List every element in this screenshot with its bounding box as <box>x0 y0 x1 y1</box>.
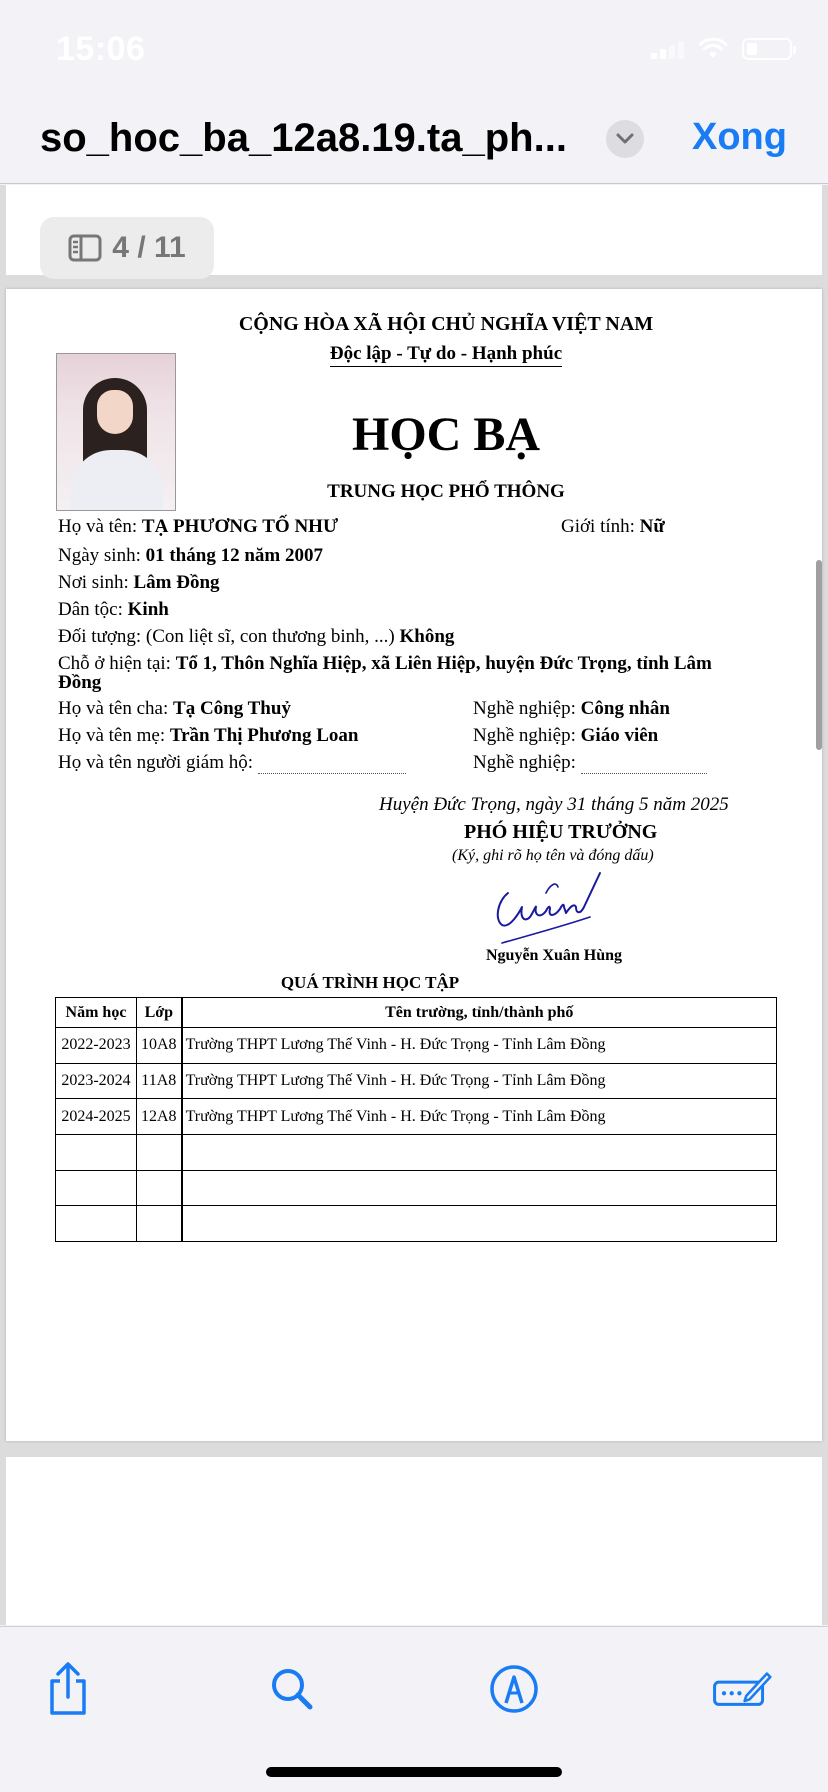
father-job-row <box>473 698 670 720</box>
gender-row <box>561 516 665 538</box>
gender-value: Nữ <box>639 516 665 537</box>
mother-job-value: Giáo viên <box>580 725 659 746</box>
table-row <box>56 1135 777 1171</box>
cell-class <box>137 1135 182 1171</box>
cell-year <box>56 1135 137 1171</box>
header-class: Lớp <box>137 998 182 1028</box>
guardian-label: Họ và tên người giám hộ: <box>58 752 258 773</box>
document-page <box>6 289 822 1441</box>
signer-name: Nguyễn Xuân Hùng <box>486 947 623 964</box>
table-row <box>56 1170 777 1206</box>
category-label: Đối tượng: (Con liệt sĩ, con thương binh, ...) <box>58 626 400 647</box>
address-label: Chỗ ở hiện tại: <box>58 653 176 674</box>
annotate-button[interactable] <box>712 1659 772 1719</box>
ethnicity-value: Kinh <box>127 599 169 620</box>
signature-date: Huyện Đức Trọng, ngày 31 tháng 5 năm 2025 <box>379 794 729 815</box>
document-title-heading: HỌC BẠ <box>351 408 540 461</box>
address-value-line1: Tổ 1, Thôn Nghĩa Hiệp, xã Liên Hiệp, huyện Đức Trọng, tỉnh Lâm <box>175 653 712 674</box>
mother-job-row <box>473 725 658 747</box>
scroll-indicator[interactable] <box>816 560 822 750</box>
address-value-line2: Đồng <box>58 672 102 693</box>
history-title: QUÁ TRÌNH HỌC TẬP <box>280 973 460 992</box>
guardian-job-row <box>473 752 707 774</box>
father-label: Họ và tên cha: <box>58 698 174 719</box>
share-button[interactable] <box>38 1659 98 1719</box>
name-label: Họ và tên: <box>58 516 142 537</box>
share-icon <box>44 1661 92 1717</box>
country-header: CỘNG HÒA XÃ HỘI CHỦ NGHĨA VIỆT NAM <box>238 313 654 335</box>
sidebar-icon <box>68 234 102 262</box>
category-row <box>58 626 454 648</box>
status-icons <box>651 38 792 60</box>
bottom-toolbar <box>0 1626 828 1792</box>
page-indicator[interactable] <box>40 217 214 279</box>
title-menu-button[interactable] <box>606 120 644 158</box>
signature-role: PHÓ HIỆU TRƯỞNG <box>464 821 658 843</box>
status-time: 15:06 <box>56 30 146 68</box>
signature-note: (Ký, ghi rõ họ tên và đóng dấu) <box>452 847 654 864</box>
markup-icon <box>488 1663 540 1715</box>
cell-school <box>182 1206 777 1242</box>
markup-button[interactable] <box>484 1659 544 1719</box>
cell-class: 11A8 <box>137 1063 182 1099</box>
header-school-year: Năm học <box>56 998 137 1028</box>
table-row <box>56 1206 777 1242</box>
battery-icon <box>742 38 792 60</box>
dob-row <box>58 545 323 567</box>
birthplace-label: Nơi sinh: <box>58 572 134 593</box>
father-value: Tạ Công Thuỷ <box>173 698 291 719</box>
cell-school <box>182 1135 777 1171</box>
status-bar <box>0 0 828 100</box>
mother-job-label: Nghề nghiệp: <box>473 725 581 746</box>
guardian-blank <box>258 760 406 774</box>
guardian-job-blank <box>581 760 707 774</box>
cell-class: 10A8 <box>137 1028 182 1064</box>
guardian-job-label: Nghề nghiệp: <box>473 752 581 773</box>
address-row <box>58 653 712 675</box>
gender-label: Giới tính: <box>561 516 640 537</box>
father-job-value: Công nhân <box>580 698 670 719</box>
table-row <box>56 1063 777 1099</box>
cell-school <box>182 1170 777 1206</box>
cell-year <box>56 1206 137 1242</box>
wifi-icon <box>698 38 728 60</box>
birthplace-row <box>58 572 220 594</box>
handwritten-signature <box>490 867 620 947</box>
cell-school: Trường THPT Lương Thế Vinh - H. Đức Trọng - Tỉnh Lâm Đồng <box>182 1099 777 1135</box>
table-row <box>56 1099 777 1135</box>
dob-value: 01 tháng 12 năm 2007 <box>145 545 323 566</box>
study-history-table <box>55 997 777 1242</box>
guardian-row <box>58 752 406 774</box>
search-icon <box>268 1665 316 1713</box>
cell-class <box>137 1170 182 1206</box>
cell-year <box>56 1170 137 1206</box>
dob-label: Ngày sinh: <box>58 545 146 566</box>
document-subtitle: TRUNG HỌC PHỔ THÔNG <box>327 481 565 502</box>
category-value: Không <box>399 626 455 647</box>
table-row <box>56 1028 777 1064</box>
mother-row <box>58 725 358 747</box>
address-row-continued <box>58 672 101 694</box>
annotate-icon <box>712 1665 772 1713</box>
page-indicator-label: 4 / 11 <box>112 231 186 264</box>
find-button[interactable] <box>262 1659 322 1719</box>
cell-school: Trường THPT Lương Thế Vinh - H. Đức Trọng - Tỉnh Lâm Đồng <box>182 1028 777 1064</box>
nav-bar <box>0 100 828 184</box>
ethnicity-row <box>58 599 169 621</box>
father-job-label: Nghề nghiệp: <box>473 698 581 719</box>
father-row <box>58 698 291 720</box>
document-title[interactable]: so_hoc_ba_12a8.19.ta_ph... <box>40 116 567 160</box>
chevron-down-icon <box>616 133 634 145</box>
cellular-signal-icon <box>651 39 684 59</box>
mother-label: Họ và tên mẹ: <box>58 725 170 746</box>
motto-text: Độc lập - Tự do - Hạnh phúc <box>330 343 562 367</box>
cell-class: 12A8 <box>137 1099 182 1135</box>
home-indicator[interactable] <box>266 1767 562 1777</box>
ethnicity-label: Dân tộc: <box>58 599 128 620</box>
cell-year: 2023-2024 <box>56 1063 137 1099</box>
name-value: TẠ PHƯƠNG TỐ NHƯ <box>141 516 339 537</box>
next-page <box>6 1457 822 1625</box>
name-row <box>58 516 338 538</box>
header-school-name: Tên trường, tỉnh/thành phố <box>182 998 777 1028</box>
birthplace-value: Lâm Đồng <box>133 572 220 593</box>
mother-value: Trần Thị Phương Loan <box>169 725 359 746</box>
cell-school: Trường THPT Lương Thế Vinh - H. Đức Trọng - Tỉnh Lâm Đồng <box>182 1063 777 1099</box>
cell-year: 2024-2025 <box>56 1099 137 1135</box>
done-button[interactable]: Xong <box>692 116 787 158</box>
cell-year: 2022-2023 <box>56 1028 137 1064</box>
table-header-row <box>56 998 777 1028</box>
document-viewer[interactable] <box>0 185 828 1625</box>
cell-class <box>137 1206 182 1242</box>
